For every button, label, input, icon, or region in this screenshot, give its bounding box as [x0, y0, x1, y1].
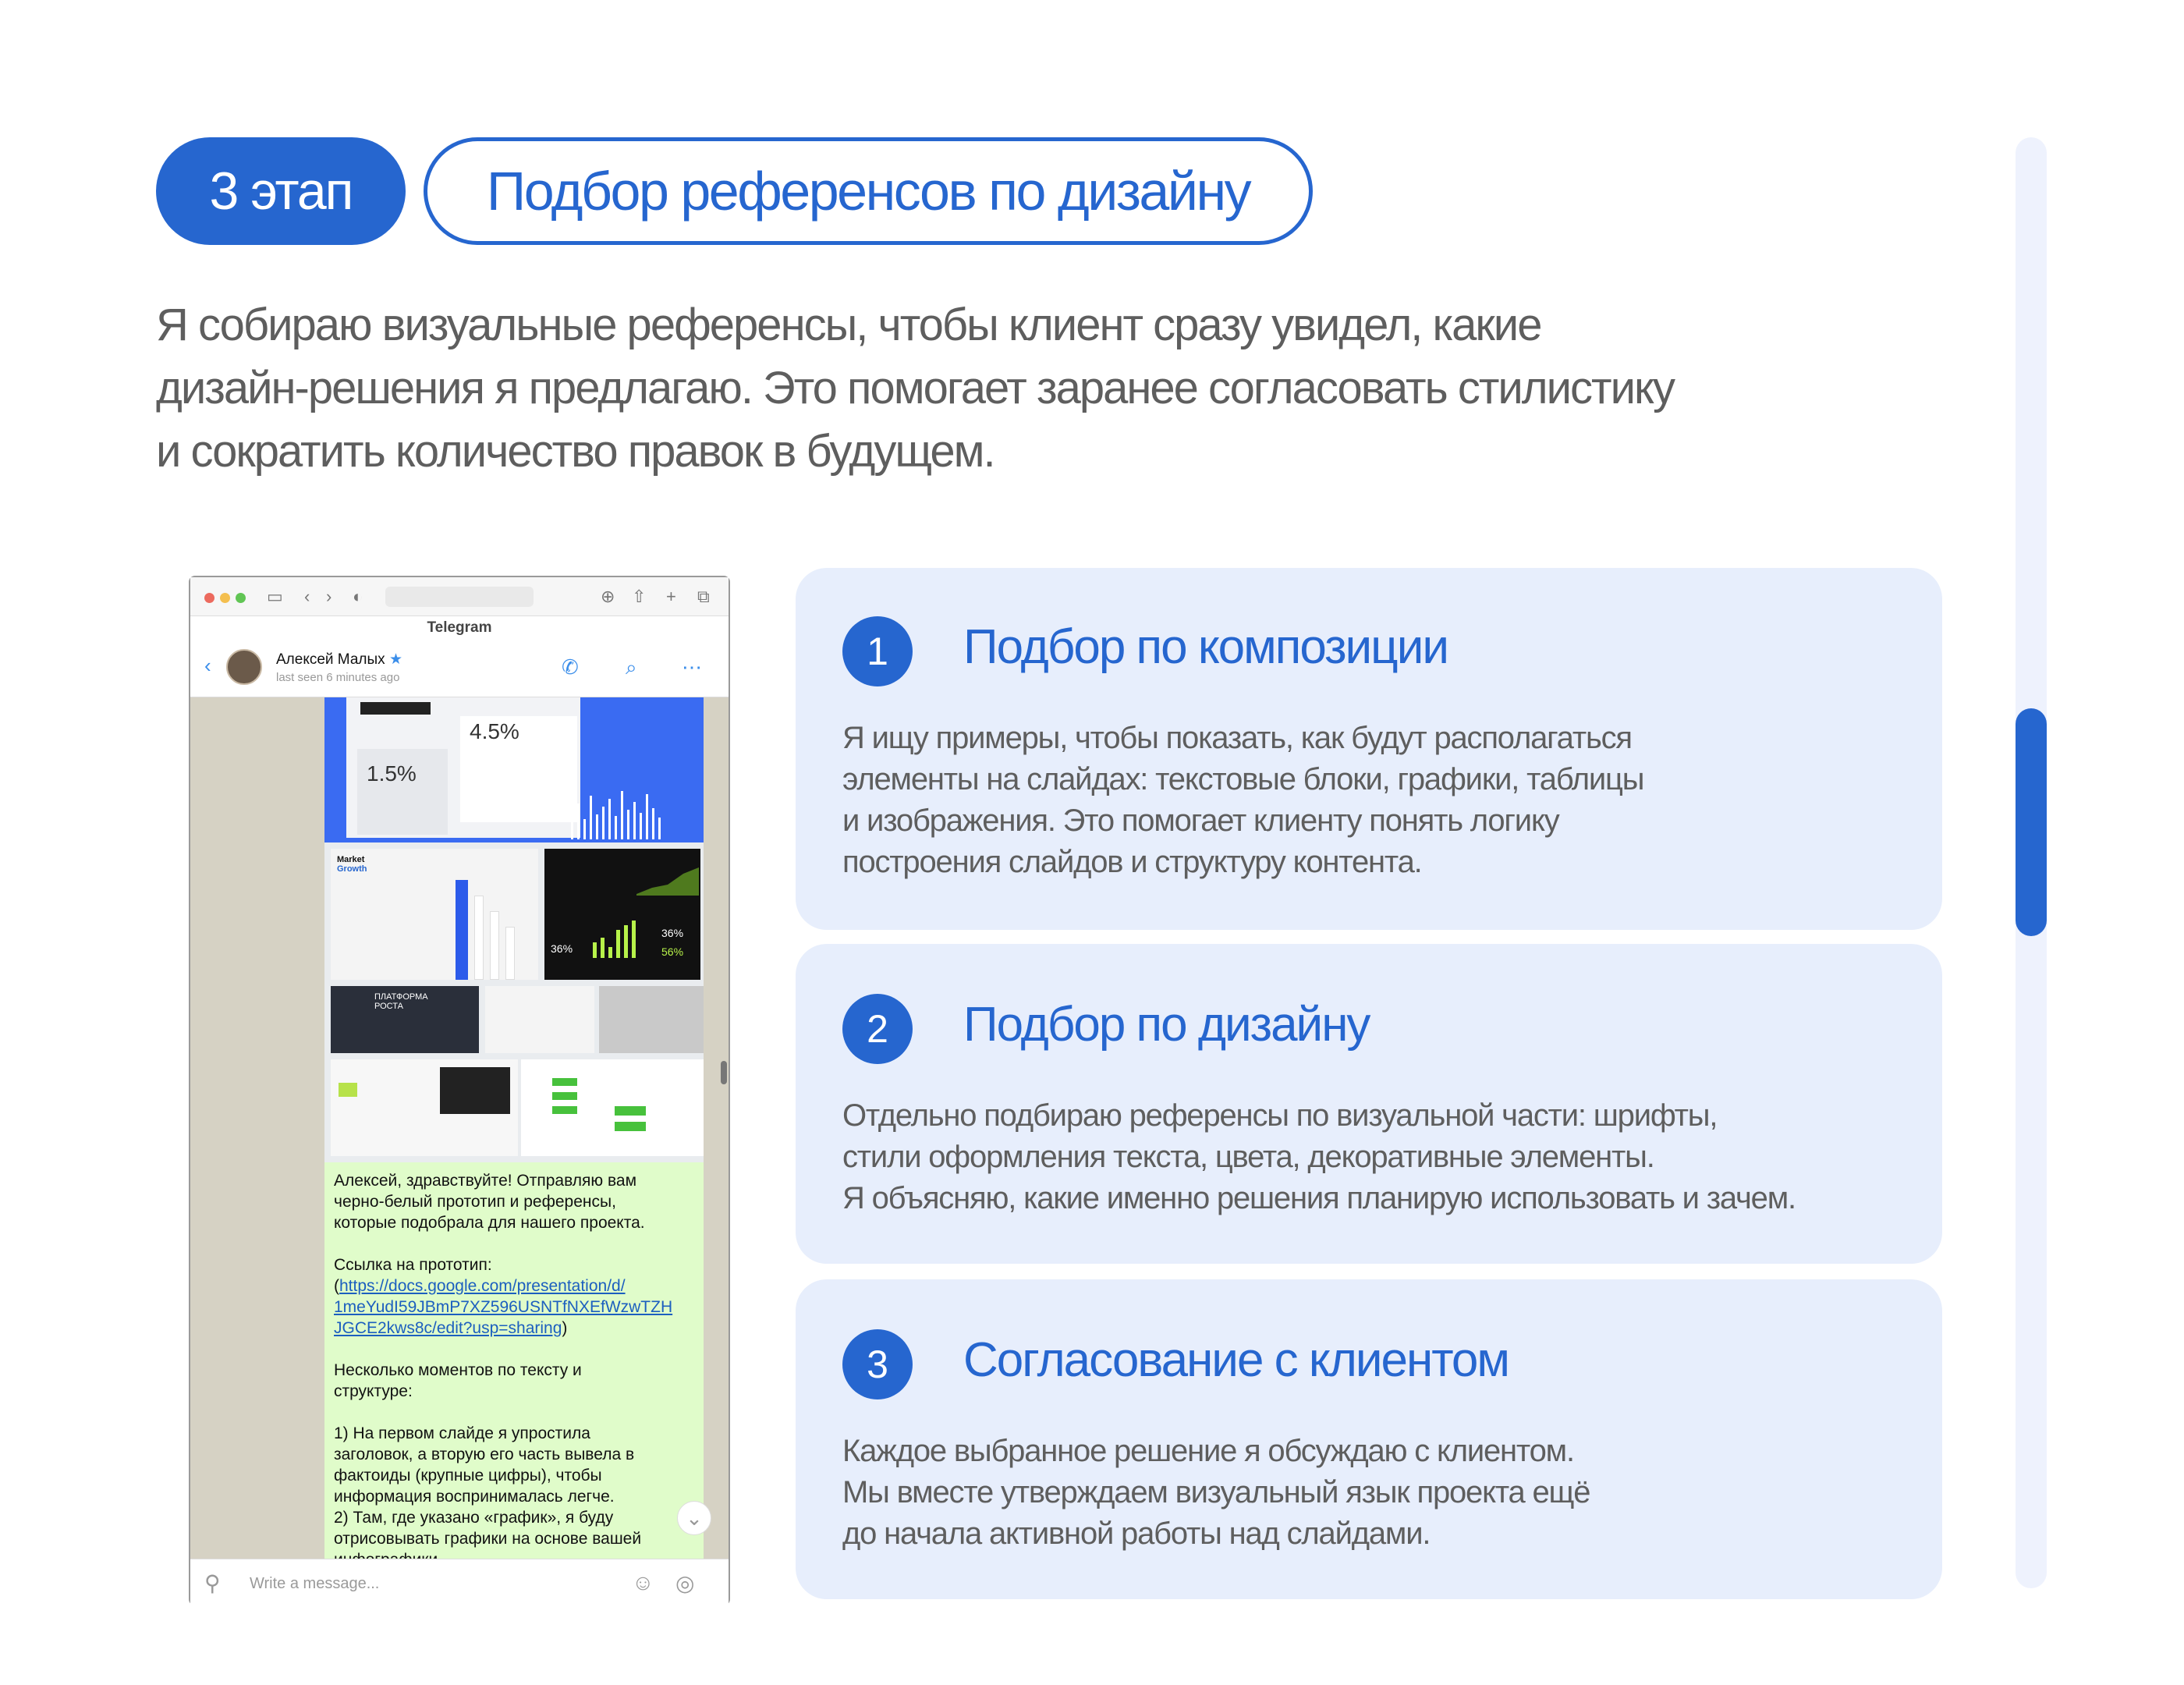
bar-graphic — [568, 780, 669, 839]
download-icon: ⊕ — [601, 587, 615, 606]
message-intro: Алексей, здравствуйте! Отправляю вам черно-белый прототип и референсы, которые подобрала для нашего проекта. Ссылка на прототип: — [334, 1172, 645, 1274]
more-icon: ⋯ — [682, 655, 702, 679]
step-number: 2 — [842, 994, 913, 1064]
step-card-approval — [796, 1279, 1942, 1599]
collage-chat-slide — [331, 1059, 518, 1156]
collage-platform-slide: ПЛАТФОРМА РОСТА — [331, 986, 479, 1053]
paperclip-icon[interactable]: ⚲ — [204, 1571, 221, 1595]
prototype-link[interactable]: https://docs.google.com/presentation/d/ 1meYudI59JBmP7XZ596USNTfNXEfWzwTZH JGCE2kws8c/edit?usp=sharing — [334, 1277, 673, 1337]
stat-value: 4.5% — [470, 719, 519, 743]
sidebar-icon: ▭ — [267, 587, 283, 606]
step-card-composition — [796, 568, 1942, 930]
avatar — [226, 649, 262, 685]
step-description: Я ищу примеры, чтобы показать, как будут располагаться элементы на слайдах: текстовые блоки, графики, таблицы и изображения. Это помогает клиенту понять логику построения слайдов и структуру контента. — [842, 721, 1644, 879]
stage-badge: 3 этап — [156, 137, 406, 245]
step-number: 3 — [842, 1329, 913, 1399]
step-title: Подбор по дизайну — [963, 998, 1370, 1052]
slide-button-shape — [360, 702, 431, 715]
collage-dark-dashboard: 36% 36% 56% — [544, 849, 700, 980]
zoom-dot-icon — [236, 593, 246, 603]
collage-slide-market: Market Growth — [331, 849, 538, 980]
step-number: 1 — [842, 616, 913, 686]
tabs-icon: ⧉ — [697, 587, 710, 606]
forward-icon: › — [326, 587, 332, 606]
back-icon: ‹ — [304, 587, 310, 606]
telegram-screenshot — [189, 576, 730, 1605]
new-tab-icon: + — [666, 587, 676, 606]
message-bubble: Алексей, здравствуйте! Отправляю вам черно-белый прототип и референсы, которые подобрала для нашего проекта. Ссылка на прототип: (https://docs.google.com/presentation/d/ 1meYudI59JBmP7XZ596USNTfNXEfWzwTZH JGCE2kws8c/edit?usp=sharing) Несколько моментов по тексту и структуре: 1) На первом слайде я упростила заголовок, а вторую его часть вывела в фактоиды (крупные цифры), чтобы информация воспринималась легче. 2) Там, где указано «график», я буду отрисовывать графики на основе вашей — [324, 1162, 704, 1559]
browser-toolbar — [190, 577, 729, 616]
page-title: Подбор референсов по дизайну — [424, 137, 1313, 245]
step-description: Каждое выбранное решение я обсуждаю с клиентом. Мы вместе утверждаем визуальный язык проекта ещё до начала активной работы над слайдами. — [842, 1434, 1590, 1551]
collage-phone-slide — [485, 986, 594, 1053]
step-card-design — [796, 944, 1942, 1264]
search-icon: ⌕ — [626, 655, 637, 679]
stat-value: 1.5% — [367, 761, 417, 786]
camera-icon[interactable]: ◎ — [675, 1571, 695, 1595]
minimize-dot-icon — [220, 593, 230, 603]
step-description: Отдельно подбираю референсы по визуальной части: шрифты, стили оформления текста, цвета, декоративные элементы. Я объясняю, какие именно решения планирую использовать и зачем. — [842, 1098, 1796, 1215]
star-icon: ★ — [388, 651, 402, 668]
message-composer[interactable] — [190, 1559, 729, 1607]
contact-status: last seen 6 minutes ago — [276, 671, 400, 684]
app-title: Telegram — [427, 619, 492, 636]
close-dot-icon — [204, 593, 214, 603]
contact-name: Алексей Малых ★ — [276, 651, 402, 668]
collage-green-list-slide — [521, 1059, 704, 1156]
message-body: Несколько моментов по тексту и структуре: 1) На первом слайде я упростила заголовок, а вторую его часть вывела в фактоиды (крупные цифры), чтобы информация воспринималась легче. 2) Там, где указано «график», я буду отрисовывать графики на основе вашей — [334, 1361, 642, 1548]
step-title: Подбор по композиции — [963, 620, 1448, 674]
chevron-down-icon[interactable]: ⌄ — [677, 1501, 711, 1535]
step-title: Согласование с клиентом — [963, 1333, 1509, 1387]
collage-photo-slide — [599, 986, 704, 1053]
intro-text: Я собираю визуальные референсы, чтобы клиент сразу увидел, какие дизайн-решения я предлагаю. Это помогает заранее согласовать стилистику и сократить количество правок в будущем. — [156, 300, 1675, 477]
chat-header — [190, 643, 729, 697]
emoji-icon[interactable]: ☺ — [632, 1570, 654, 1595]
chat-scrollbar[interactable] — [721, 1061, 727, 1084]
share-icon: ⇧ — [632, 587, 647, 606]
address-bar — [385, 587, 534, 607]
message-input[interactable]: Write a message... — [250, 1575, 380, 1592]
chevron-left-icon: ‹ — [204, 654, 211, 677]
shield-icon: ◐ — [353, 587, 363, 606]
phone-icon: ✆ — [562, 655, 579, 679]
scrollbar-thumb[interactable] — [2016, 708, 2047, 936]
